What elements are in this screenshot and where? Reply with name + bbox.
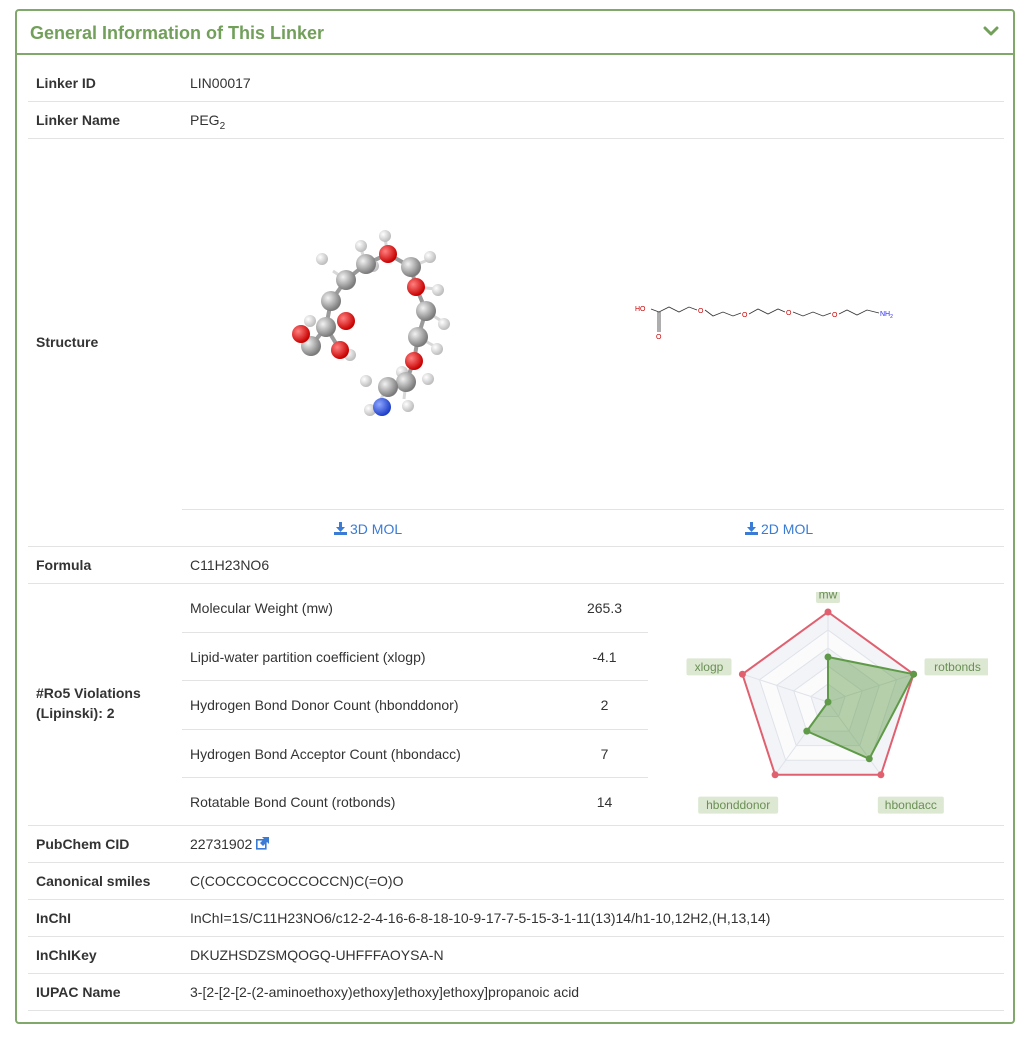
ether-label-4: O: [832, 312, 838, 319]
radar-axis-label: rotbonds: [934, 659, 981, 674]
molecule-3d-image: [258, 219, 488, 439]
row-inchi: [28, 900, 1004, 937]
formula-value: C11H23NO6: [190, 557, 270, 573]
row-ro5: [28, 584, 1004, 826]
radar-point: [877, 771, 884, 778]
ro5-label-line2: (Lipinski): 2: [36, 705, 115, 721]
ro5-property: Hydrogen Bond Acceptor Count (hbondacc): [190, 745, 461, 762]
ro5-property: Hydrogen Bond Donor Count (hbonddonor): [190, 697, 459, 713]
radar-point: [825, 699, 832, 706]
ro5-row: [182, 730, 648, 779]
iupac-value: 3-[2-[2-[2-(2-aminoethoxy)ethoxy]ethoxy]ethoxy]propanoic acid: [190, 984, 580, 1000]
ro5-value: -4.1: [592, 648, 617, 665]
chevron-down-icon[interactable]: [983, 23, 999, 39]
radar-axis-label: hbondacc: [884, 798, 937, 813]
radar-point: [866, 755, 873, 762]
row-pubchem: [28, 826, 1004, 863]
pubchem-cid[interactable]: 22731902: [190, 836, 253, 852]
inchi-value: InChI=1S/C11H23NO6/c12-2-4-16-6-8-18-10-9-17-7-5-15-3-1-11(13)14/h1-10,12H2,(H,13,14): [190, 910, 771, 926]
pubchem-value: [190, 836, 269, 852]
iupac-label: IUPAC Name: [36, 984, 121, 1000]
linker-name-value: [190, 112, 225, 132]
linker-info-panel: [15, 9, 1015, 1024]
download-icon: [745, 522, 758, 535]
download-3d-mol-link[interactable]: [334, 521, 402, 537]
ro5-label-line1: #Ro5 Violations: [36, 685, 141, 701]
external-link-icon[interactable]: [256, 837, 269, 850]
radar-point: [772, 771, 779, 778]
ro5-row: [182, 633, 648, 682]
inchikey-value: DKUZHSDZSMQOGQ-UHFFFAOYSA-N: [190, 947, 444, 963]
molecule-2d-image: [633, 294, 918, 349]
ro5-value: 14: [596, 794, 613, 810]
download-2d-mol-link[interactable]: [745, 521, 813, 537]
linker-name-subscript: 2: [219, 120, 226, 132]
radar-axis-label: mw: [818, 592, 838, 602]
amine-text: NH: [880, 311, 891, 318]
row-linker-name: [28, 102, 1004, 139]
structure-label: Structure: [36, 334, 99, 350]
inchi-label: InChI: [36, 910, 71, 926]
row-formula: [28, 547, 1004, 584]
radar-point: [825, 609, 832, 616]
linker-name-text: PEG: [190, 112, 220, 128]
ether-label-2: O: [742, 312, 748, 319]
row-smiles: [28, 863, 1004, 900]
info-table: [28, 65, 1004, 1011]
radar-axis-label: xlogp: [694, 659, 724, 674]
ro5-value: 7: [600, 745, 609, 762]
linker-id-label: Linker ID: [36, 75, 96, 91]
row-inchikey: [28, 937, 1004, 974]
amine-subscript: 2: [890, 314, 893, 320]
download-bar: [182, 509, 1004, 547]
row-iupac: [28, 974, 1004, 1011]
pubchem-label: PubChem CID: [36, 836, 130, 852]
row-linker-id: [28, 65, 1004, 102]
ro5-table: [182, 584, 648, 827]
radar-point: [739, 671, 746, 678]
amine-label: [880, 311, 893, 320]
radar-point: [803, 728, 810, 735]
ro5-property: Rotatable Bond Count (rotbonds): [190, 794, 396, 810]
ro5-row: [182, 681, 648, 730]
hydroxyl-label: HO: [635, 306, 646, 313]
ro5-row: [182, 778, 648, 827]
ro5-row: [182, 584, 648, 633]
smiles-label: Canonical smiles: [36, 873, 151, 889]
ro5-property: Molecular Weight (mw): [190, 600, 333, 616]
row-structure: [28, 139, 1004, 547]
carbonyl-label: O: [656, 334, 662, 341]
linker-id-value: LIN00017: [190, 75, 251, 91]
download-3d-label: 3D MOL: [350, 521, 403, 537]
panel-title: General Information of This Linker: [30, 23, 325, 43]
ro5-value: 265.3: [586, 600, 623, 616]
linker-name-label: Linker Name: [36, 112, 121, 128]
download-2d-label: 2D MOL: [761, 521, 814, 537]
ether-label-3: O: [786, 310, 792, 317]
ro5-radar-chart: [668, 592, 988, 822]
radar-point: [910, 671, 917, 678]
formula-label: Formula: [36, 557, 92, 573]
radar-axis-label: hbonddonor: [706, 798, 771, 813]
ro5-label: [36, 683, 141, 723]
ro5-property: Lipid-water partition coefficient (xlogp): [190, 648, 426, 665]
inchikey-label: InChIKey: [36, 947, 97, 963]
ether-label-1: O: [698, 308, 704, 315]
panel-header[interactable]: [17, 11, 1013, 55]
smiles-value: C(COCCOCCOCCOCCN)C(=O)O: [190, 873, 404, 889]
radar-point: [825, 654, 832, 661]
ro5-value: 2: [600, 697, 609, 713]
download-icon: [334, 522, 347, 535]
